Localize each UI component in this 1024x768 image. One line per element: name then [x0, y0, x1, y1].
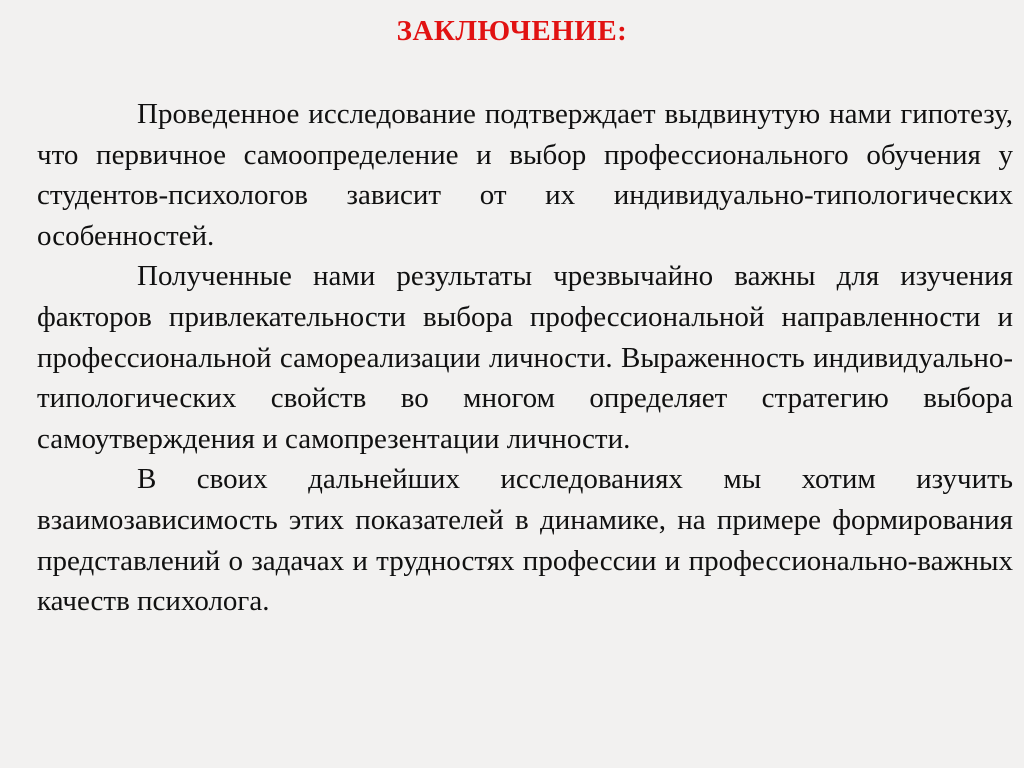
paragraph-future-research: В своих дальнейших исследованиях мы хотим изучить взаимозависимость этих показателей в динамике, на примере формирования представлений о задачах и трудностях профессии и профессионально-важных качеств психолога. [37, 463, 1013, 618]
paragraph-results: Полученные нами результаты чрезвычайно важны для изучения факторов привлекательности выбора профессиональной направленности и профессиональной самореализации личности. Выраженность индивидуально-типологических свойств во многом определяет стратегию выбора самоутверждения и самопрезентации личности. [37, 260, 1013, 455]
conclusion-text [37, 94, 1013, 622]
slide-title: ЗАКЛЮЧЕНИЕ: [396, 15, 628, 47]
paragraph-hypothesis: Проведенное исследование подтверждает выдвинутую нами гипотезу, что первичное самоопределение и выбор профессионального обучения у студентов-психологов зависит от их индивидуально-типологических особенностей. [37, 98, 1013, 252]
